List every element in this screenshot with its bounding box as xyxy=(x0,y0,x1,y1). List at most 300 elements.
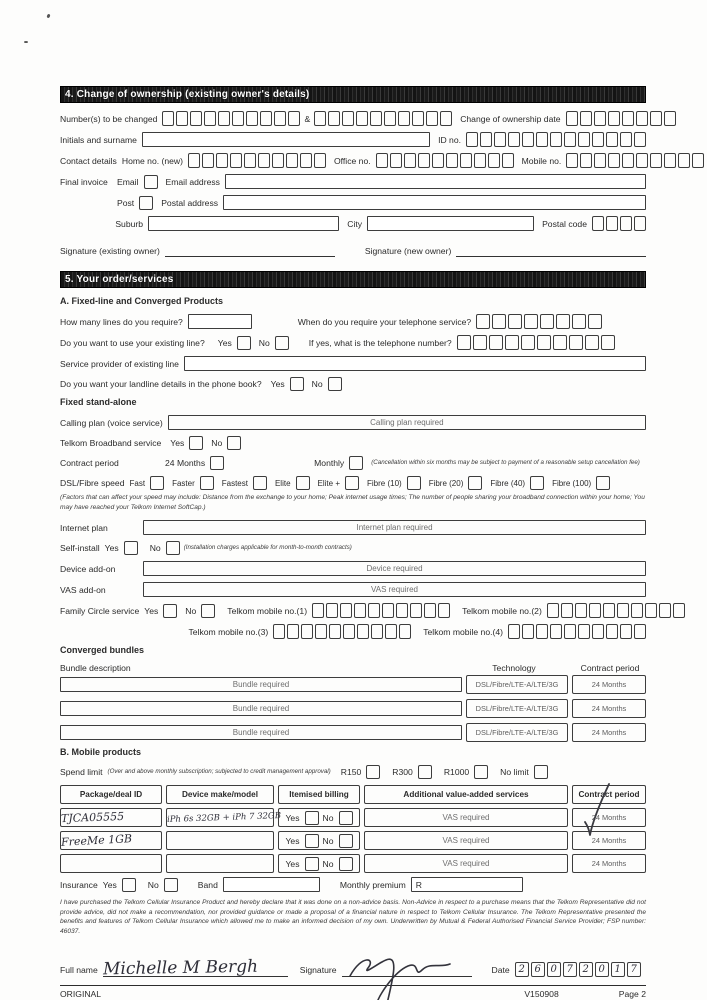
comb-box xyxy=(300,153,312,168)
pen-speck xyxy=(46,14,50,19)
internet-plan-row xyxy=(60,520,646,535)
comb-box xyxy=(460,153,472,168)
section-4-title: 4. Change of ownership (existing owner's details) xyxy=(65,89,310,100)
signoff-row xyxy=(60,956,646,980)
numbers-boxes-1 xyxy=(162,111,300,126)
telkom-mobile-1-boxes xyxy=(312,603,450,618)
section-5-title: 5. Your order/services xyxy=(65,274,174,285)
footer-page: Page 2 xyxy=(618,989,646,1000)
comb-box xyxy=(202,153,214,168)
existing-q-label: Do you want to use your existing line? xyxy=(60,337,205,348)
insurance-yes-checkbox xyxy=(122,878,136,892)
device-addon-placeholder: Device required xyxy=(366,564,423,574)
comb-box xyxy=(692,153,704,168)
comb-box xyxy=(564,624,576,639)
spend-r1000-label: R1000 xyxy=(443,767,470,778)
comb-box xyxy=(594,153,606,168)
itemised-yes-checkbox xyxy=(305,834,319,848)
comb-box xyxy=(432,153,444,168)
initials-field xyxy=(142,132,430,147)
speed-opt-label: Elite xyxy=(274,478,291,488)
no-label: No xyxy=(147,879,159,890)
phonebook-row xyxy=(60,377,646,391)
contract-period-label: Contract period xyxy=(60,458,119,468)
spend-r150-label: R150 xyxy=(340,767,362,778)
comb-box xyxy=(399,624,411,639)
comb-box xyxy=(489,335,503,350)
vas-addon-label: VAS add-on xyxy=(60,584,106,595)
phonebook-q-label: Do you want your landline details in the phone book? xyxy=(60,379,262,389)
ownership-date-boxes xyxy=(566,111,676,126)
family-yes-checkbox xyxy=(163,604,177,618)
comb-box xyxy=(606,624,618,639)
calling-plan-label: Calling plan (voice service) xyxy=(60,417,163,428)
section-4-header xyxy=(60,86,646,103)
vas-addon-row xyxy=(60,582,646,597)
comb-box xyxy=(508,132,520,147)
sig-existing-label: Signature (existing owner) xyxy=(60,246,160,256)
contact-row xyxy=(60,153,646,168)
family-no-checkbox xyxy=(201,604,215,618)
mobile-no-label: Mobile no. xyxy=(521,155,562,166)
comb-box xyxy=(603,603,615,618)
comb-box xyxy=(288,111,300,126)
handwritten-package-id: TJCA05555 xyxy=(60,809,125,826)
speed-opt-label: Fast xyxy=(129,478,146,488)
insurance-no-checkbox xyxy=(164,878,178,892)
comb-box xyxy=(426,111,438,126)
package-cell xyxy=(60,831,162,850)
comb-box xyxy=(572,314,586,329)
spend-r300-label: R300 xyxy=(392,767,413,778)
self-install-label: Self-install xyxy=(60,543,100,554)
post-label: Post xyxy=(117,197,135,208)
comb-box-digit: 2 xyxy=(579,962,593,977)
numbers-boxes-2 xyxy=(314,111,452,126)
months24-label: 24 Months xyxy=(165,458,206,468)
insurance-row xyxy=(60,877,646,892)
comb-box-digit: 6 xyxy=(531,962,545,977)
speed-fast-checkbox xyxy=(150,476,164,490)
comb-box xyxy=(522,132,534,147)
no-label: No xyxy=(185,605,197,616)
comb-box xyxy=(218,111,230,126)
comb-box xyxy=(466,132,478,147)
no-label: No xyxy=(149,543,161,554)
col-package-header: Package/deal ID xyxy=(60,785,162,804)
city-field xyxy=(367,216,534,231)
period-cell xyxy=(572,854,646,873)
broadband-label: Telkom Broadband service xyxy=(60,438,162,448)
self-install-note: (Installation charges applicable for month-to-month contracts) xyxy=(183,543,352,551)
phonebook-yes-checkbox xyxy=(290,377,304,391)
comb-box xyxy=(608,111,620,126)
premium-label: Monthly premium xyxy=(339,879,406,890)
comb-box xyxy=(273,624,285,639)
device-cell xyxy=(166,831,274,850)
comb-box xyxy=(601,335,615,350)
no-label: No xyxy=(322,835,334,846)
comb-box xyxy=(176,111,188,126)
spend-r150-checkbox xyxy=(366,765,380,779)
spend-limit-row xyxy=(60,765,646,779)
col-period-header: Contract period xyxy=(572,785,646,804)
when-date-boxes xyxy=(476,314,602,329)
col-device-header: Device make/model xyxy=(166,785,274,804)
speed-fibre40-checkbox xyxy=(530,476,544,490)
telkom-mobile-2-boxes xyxy=(547,603,685,618)
contract-period-header: Contract period xyxy=(580,663,640,674)
comb-box xyxy=(673,603,685,618)
comb-box xyxy=(580,153,592,168)
comb-box xyxy=(659,603,671,618)
comb-box xyxy=(620,624,632,639)
bundle-desc-field xyxy=(60,677,462,692)
bundle-period-value: 24 Months xyxy=(591,704,627,714)
vas-addon-field xyxy=(143,582,646,597)
col-vas-header: Additional value-added services xyxy=(364,785,568,804)
vas-placeholder: VAS required xyxy=(442,836,490,846)
suburb-row xyxy=(60,216,646,231)
comb-box xyxy=(390,153,402,168)
calling-plan-placeholder: Calling plan required xyxy=(370,418,444,427)
comb-box xyxy=(634,624,646,639)
post-checkbox xyxy=(139,196,153,210)
mobile-no-boxes xyxy=(566,153,704,168)
vas-cell xyxy=(364,831,568,850)
comb-box xyxy=(508,314,522,329)
email-label: Email xyxy=(117,176,139,187)
calling-plan-row xyxy=(60,415,646,430)
bundle-desc-placeholder: Bundle required xyxy=(232,680,290,690)
comb-box xyxy=(664,153,676,168)
comb-box xyxy=(343,624,355,639)
no-label: No xyxy=(311,379,323,389)
self-install-row xyxy=(60,541,646,555)
comb-box xyxy=(522,624,534,639)
provider-label: Service provider of existing line xyxy=(60,358,179,369)
mobile-products-heading: B. Mobile products xyxy=(60,747,141,758)
comb-box xyxy=(492,314,506,329)
vas-cell xyxy=(364,854,568,873)
numbers-row xyxy=(60,111,646,126)
speed-fibre100-checkbox xyxy=(596,476,610,490)
comb-box xyxy=(272,153,284,168)
yes-label: Yes xyxy=(144,605,159,616)
comb-box xyxy=(585,335,599,350)
handwritten-package-id: FreeMe 1GB xyxy=(60,832,133,849)
pen-speck xyxy=(24,41,28,43)
bundle-tech-value: DSL/Fibre/LTE-A/LTE/3G xyxy=(475,704,559,714)
ifyes-q-label: If yes, what is the telephone number? xyxy=(308,337,452,348)
final-invoice-post-row xyxy=(60,195,646,210)
comb-box xyxy=(314,153,326,168)
bundle-desc-field xyxy=(60,701,462,716)
speed-row xyxy=(60,476,646,490)
comb-box xyxy=(564,132,576,147)
internet-plan-label: Internet plan xyxy=(60,522,108,533)
comb-box xyxy=(631,603,643,618)
spend-nolimit-checkbox xyxy=(534,765,548,779)
comb-box xyxy=(457,335,471,350)
itemised-no-checkbox xyxy=(339,834,353,848)
comb-box xyxy=(204,111,216,126)
comb-box xyxy=(634,216,646,231)
suburb-label: Suburb xyxy=(115,218,144,229)
comb-box xyxy=(566,153,578,168)
signature-label: Signature xyxy=(299,965,337,976)
converged-bundles-heading: Converged bundles xyxy=(60,645,145,656)
final-invoice-label: Final invoice xyxy=(60,176,108,187)
months24-checkbox xyxy=(210,456,224,470)
comb-box xyxy=(480,132,492,147)
telkom-mobile-3-label: Telkom mobile no.(3) xyxy=(188,626,269,637)
signature-scribble xyxy=(342,952,472,1000)
device-addon-row xyxy=(60,561,646,576)
device-addon-label: Device add-on xyxy=(60,563,116,574)
comb-box xyxy=(473,335,487,350)
id-label: ID no. xyxy=(438,134,461,145)
comb-box xyxy=(274,111,286,126)
comb-box xyxy=(412,111,424,126)
device-cell xyxy=(166,808,282,827)
footer-version: V150908 xyxy=(524,989,559,1000)
bundle-row-2 xyxy=(60,699,646,718)
comb-box xyxy=(502,153,514,168)
bundle-tech-cell xyxy=(466,723,568,742)
comb-box xyxy=(620,216,632,231)
comb-box xyxy=(190,111,202,126)
bundle-description-label: Bundle description xyxy=(60,663,131,674)
comb-box xyxy=(575,603,587,618)
comb-box xyxy=(556,314,570,329)
no-label: No xyxy=(322,812,334,823)
comb-box xyxy=(356,111,368,126)
comb-box xyxy=(384,111,396,126)
comb-box xyxy=(398,111,410,126)
self-install-no-checkbox xyxy=(166,541,180,555)
bundle-row-3 xyxy=(60,723,646,742)
existing-no-checkbox xyxy=(275,336,289,350)
contract-period-row xyxy=(60,456,646,470)
spend-limit-note: (Over and above monthly subscription; subjected to credit management approval) xyxy=(107,767,331,775)
comb-box xyxy=(650,153,662,168)
bundle-period-cell xyxy=(572,675,646,694)
phonebook-no-checkbox xyxy=(328,377,342,391)
speed-label: DSL/Fibre speed xyxy=(60,478,125,488)
spend-nolimit-label: No limit xyxy=(500,767,529,778)
comb-box xyxy=(561,603,573,618)
comb-box xyxy=(424,603,436,618)
speed-opt-label: Fibre (20) xyxy=(428,478,464,488)
family-circle-row xyxy=(60,603,646,618)
broadband-no-checkbox xyxy=(227,436,241,450)
spend-r1000-checkbox xyxy=(474,765,488,779)
itemised-no-checkbox xyxy=(339,811,353,825)
package-cell xyxy=(60,808,162,827)
self-install-yes-checkbox xyxy=(124,541,138,555)
comb-box xyxy=(550,624,562,639)
comb-box xyxy=(357,624,369,639)
email-address-label: Email address xyxy=(165,176,220,187)
monthly-label: Monthly xyxy=(314,458,345,468)
comb-box-digit: 0 xyxy=(547,962,561,977)
bundle-period-value: 24 Months xyxy=(591,728,627,738)
lines-q-label: How many lines do you require? xyxy=(60,316,183,327)
speed-fibre20-checkbox xyxy=(468,476,482,490)
no-label: No xyxy=(322,858,334,869)
sig-new-label: Signature (new owner) xyxy=(364,246,452,256)
comb-box xyxy=(301,624,313,639)
comb-box xyxy=(476,314,490,329)
comb-box xyxy=(446,153,458,168)
comb-box xyxy=(622,153,634,168)
comb-box xyxy=(608,153,620,168)
comb-box xyxy=(622,111,634,126)
ownership-date-label: Change of ownership date xyxy=(460,113,561,124)
speed-faster-checkbox xyxy=(200,476,214,490)
office-no-label: Office no. xyxy=(334,155,371,166)
comb-box xyxy=(594,111,606,126)
comb-box xyxy=(340,603,352,618)
speed-factors-note: (Factors that can affect your speed may include: Distance from the exchange to your home; Peak internet usage times; The number of people sharing your broadband connection within your home; You may have reached your Telkom Internet SoftCap.) xyxy=(60,494,645,511)
insurance-label: Insurance xyxy=(60,879,98,890)
col-itemised-header: Itemised billing xyxy=(278,785,360,804)
footer-original: ORIGINAL xyxy=(60,989,102,1000)
insurance-declaration: I have purchased the Telkom Cellular Insurance Product and hereby declare that it was done on a non-advice basis. Non-Advice in respect to a purchase means that the Telkom Representative did not provide advice, did not make a recommendation, nor provided guidance or made a proposal of a financial nature in respect to Telkom Cellular Insurance. The Telkom Representative presented the benefits and features of Telkom Cellular Insurance which allowed me to make an informed decision of my own. Underwritten by Mutual & Federal Authorised Financial Service Provider; FSP number: 46037. xyxy=(60,899,646,935)
final-invoice-email-row xyxy=(60,174,646,189)
bundle-desc-placeholder: Bundle required xyxy=(232,728,290,738)
city-label: City xyxy=(347,218,363,229)
yes-label: Yes xyxy=(104,543,119,554)
cancellation-note: (Cancellation within six months may be subject to payment of a reasonable setup cancellation fee) xyxy=(371,458,640,466)
initials-row xyxy=(60,132,646,147)
vas-placeholder: VAS required xyxy=(442,813,490,823)
bundle-desc-field xyxy=(60,725,462,740)
comb-box-digit: 7 xyxy=(627,962,641,977)
comb-box xyxy=(418,153,430,168)
postal-address-field xyxy=(223,195,646,210)
comb-box xyxy=(569,335,583,350)
comb-box xyxy=(566,111,578,126)
comb-box xyxy=(550,132,562,147)
comb-box-digit: 1 xyxy=(611,962,625,977)
yes-label: Yes xyxy=(217,337,232,348)
comb-box xyxy=(287,624,299,639)
comb-box-digit: 2 xyxy=(515,962,529,977)
spend-r300-checkbox xyxy=(418,765,432,779)
suburb-field xyxy=(148,216,339,231)
email-checkbox xyxy=(144,175,158,189)
comb-box xyxy=(342,111,354,126)
mobile-row-2 xyxy=(60,831,646,850)
bundle-desc-placeholder: Bundle required xyxy=(232,704,290,714)
comb-box xyxy=(606,132,618,147)
comb-box xyxy=(396,603,408,618)
period-value: 24 Months xyxy=(591,813,627,823)
bundle-tech-value: DSL/Fibre/LTE-A/LTE/3G xyxy=(475,728,559,738)
comb-box xyxy=(636,111,648,126)
comb-box xyxy=(382,603,394,618)
internet-plan-field xyxy=(143,520,646,535)
package-cell xyxy=(60,854,162,873)
postal-address-label: Postal address xyxy=(161,197,219,208)
device-cell xyxy=(166,854,274,873)
comb-box xyxy=(246,111,258,126)
comb-box xyxy=(410,603,422,618)
comb-box xyxy=(547,603,559,618)
comb-box xyxy=(537,335,551,350)
speed-opt-label: Fibre (40) xyxy=(490,478,526,488)
handwritten-tick xyxy=(584,781,618,843)
family-circle-row-2 xyxy=(60,624,646,639)
fixed-line-heading: A. Fixed-line and Converged Products xyxy=(60,296,224,306)
email-address-field xyxy=(225,174,646,189)
yes-label: Yes xyxy=(170,438,185,448)
speed-opt-label: Faster xyxy=(172,478,195,488)
calling-plan-field xyxy=(168,415,646,430)
postal-code-label: Postal code xyxy=(542,218,587,229)
premium-field xyxy=(411,877,523,892)
full-name-line xyxy=(102,956,288,980)
speed-opt-label: Fibre (10) xyxy=(367,478,402,488)
family-circle-label: Family Circle service xyxy=(60,605,140,616)
comb-box xyxy=(536,132,548,147)
comb-box xyxy=(553,335,567,350)
comb-box xyxy=(370,111,382,126)
vas-cell xyxy=(364,808,568,827)
bundle-tech-cell xyxy=(466,699,568,718)
comb-box xyxy=(371,624,383,639)
comb-box xyxy=(508,624,520,639)
comb-box xyxy=(244,153,256,168)
speed-elite-plus-checkbox xyxy=(345,476,359,490)
mobile-row-1 xyxy=(60,808,646,827)
mobile-row-3 xyxy=(60,854,646,873)
comb-box xyxy=(588,314,602,329)
comb-box xyxy=(329,624,341,639)
spend-limit-label: Spend limit xyxy=(60,767,103,778)
no-label: No xyxy=(211,438,223,448)
sig-existing-line xyxy=(165,245,335,257)
comb-box xyxy=(521,335,535,350)
comb-box xyxy=(536,624,548,639)
home-no-boxes xyxy=(188,153,326,168)
comb-box xyxy=(328,111,340,126)
telkom-mobile-4-label: Telkom mobile no.(4) xyxy=(423,626,503,637)
comb-box xyxy=(617,603,629,618)
bundle-period-cell xyxy=(572,723,646,742)
lines-required-row xyxy=(60,314,646,329)
comb-box xyxy=(162,111,174,126)
full-name-label: Full name xyxy=(60,965,98,976)
comb-box xyxy=(404,153,416,168)
existing-yes-checkbox xyxy=(237,336,251,350)
comb-box xyxy=(578,132,590,147)
provider-row xyxy=(60,356,646,371)
bundle-tech-cell xyxy=(466,675,568,694)
speed-fibre10-checkbox xyxy=(407,476,421,490)
comb-box xyxy=(645,603,657,618)
itemised-yes-checkbox xyxy=(305,811,319,825)
comb-box xyxy=(488,153,500,168)
monthly-checkbox xyxy=(349,456,363,470)
comb-box xyxy=(494,132,506,147)
telkom-mobile-2-label: Telkom mobile no.(2) xyxy=(462,605,542,616)
technology-header: Technology xyxy=(492,663,536,674)
speed-opt-label: Fibre (100) xyxy=(552,478,592,488)
itemised-cell xyxy=(278,808,360,827)
